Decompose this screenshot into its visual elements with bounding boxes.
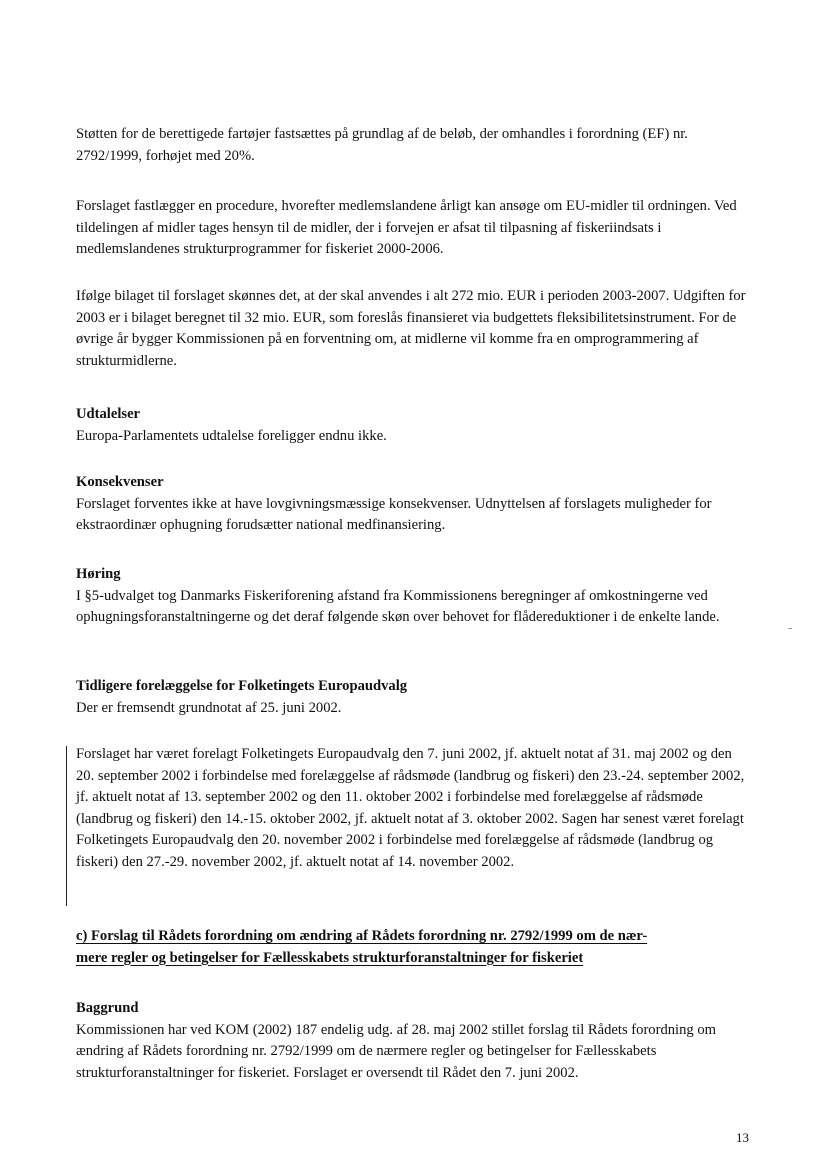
section-title-line: mere regler og betingelser for Fællesskabets strukturforanstaltninger for fiskeriet bbox=[76, 949, 584, 966]
section-konsekvenser bbox=[76, 472, 748, 537]
paragraph-forelagt bbox=[76, 744, 748, 873]
section-udtalelser bbox=[76, 404, 748, 447]
section-baggrund bbox=[76, 998, 748, 1084]
section-text: Forslaget forventes ikke at have lovgivningsmæssige konsekvenser. Udnyttelsen af forslagets muligheder for ekstraordinær ophugning forudsætter national medfinansiering. bbox=[76, 495, 712, 533]
section-heading: Tidligere forelæggelse for Folketingets Europaudvalg bbox=[76, 678, 408, 694]
section-tidligere bbox=[76, 676, 748, 719]
section-heading: Konsekvenser bbox=[76, 474, 164, 490]
paragraph-text: Støtten for de berettigede fartøjer fastsættes på grundlag af de beløb, der omhandles i forordning (EF) nr. 2792/1999, forhøjet med 20%. bbox=[76, 126, 688, 164]
paragraph-support bbox=[76, 124, 748, 167]
section-text: Europa-Parlamentets udtalelse foreligger endnu ikke. bbox=[76, 427, 387, 444]
section-text: I §5-udvalget tog Danmarks Fiskeriforening afstand fra Kommissionens beregninger af omkostningerne ved ophugningsforanstaltningerne og det deraf følgende skøn over behovet for flådereduktioner i de enkelte lande. bbox=[76, 587, 720, 625]
section-text: Der er fremsendt grundnotat af 25. juni 2002. bbox=[76, 699, 342, 716]
paragraph-text: Forslaget har været forelagt Folketingets Europaudvalg den 7. juni 2002, jf. aktuelt notat af 31. maj 2002 og den 20. september 2002 i forbindelse med forelæggelse af rådsmøde (landbrug og fiskeri) den 23.-24. september 2002, jf. aktuelt notat af 13. september 2002 og den 11. oktober 2002 i forbindelse med forelæggelse af rådsmøde (landbrug og fiskeri) den 14.-15. oktober 2002, jf. aktuelt notat af 3. oktober 2002. Sagen har senest været forelagt Folketingets Europaudvalg den 20. november 2002 i forbindelse med forelæggelse af rådsmøde (landbrug og fiskeri) den 27.-29. november 2002, jf. aktuelt notat af 14. november 2002. bbox=[76, 746, 745, 870]
paragraph-text: Ifølge bilaget til forslaget skønnes det, at der skal anvendes i alt 272 mio. EUR i perioden 2003-2007. Udgiften for 2003 er i bilaget beregnet til 32 mio. EUR, som foreslås finansieret via budgettets fleksibilitetsinstrument. For de øvrige år bygger Kommissionen på en forventning om, at midlerne vil komme fra en omprogrammering af strukturmidlerne. bbox=[76, 288, 746, 369]
section-text: Kommissionen har ved KOM (2002) 187 endelig udg. af 28. maj 2002 stillet forslag til Rådets forordning om ændring af Rådets forordning nr. 2792/1999 om de nærmere regler og betingelser for Fællesskabets strukturforanstaltninger for fiskeriet. Forslaget er oversendt til Rådet den 7. juni 2002. bbox=[76, 1021, 717, 1081]
section-heading: Udtalelser bbox=[76, 406, 141, 422]
section-heading: Høring bbox=[76, 566, 121, 582]
section-title-line: c) Forslag til Rådets forordning om ændring af Rådets forordning nr. 2792/1999 om de nær- bbox=[76, 928, 648, 944]
section-c-title bbox=[76, 926, 748, 969]
scan-speck bbox=[788, 628, 792, 629]
paragraph-text: Forslaget fastlægger en procedure, hvorefter medlemslandene årligt kan ansøge om EU-midler til ordningen. Ved tildelingen af midler tages hensyn til de midler, der i forvejen er afsat til tilpasning af fiskeriindsats i medlemslandenes strukturprogrammer for fiskeriet 2000-2006. bbox=[76, 198, 737, 257]
page-number: 13 bbox=[736, 1130, 749, 1145]
section-hoering bbox=[76, 564, 748, 629]
revision-bar bbox=[66, 746, 67, 906]
section-heading: Baggrund bbox=[76, 1000, 139, 1016]
paragraph-budget bbox=[76, 286, 748, 372]
paragraph-procedure bbox=[76, 196, 748, 261]
